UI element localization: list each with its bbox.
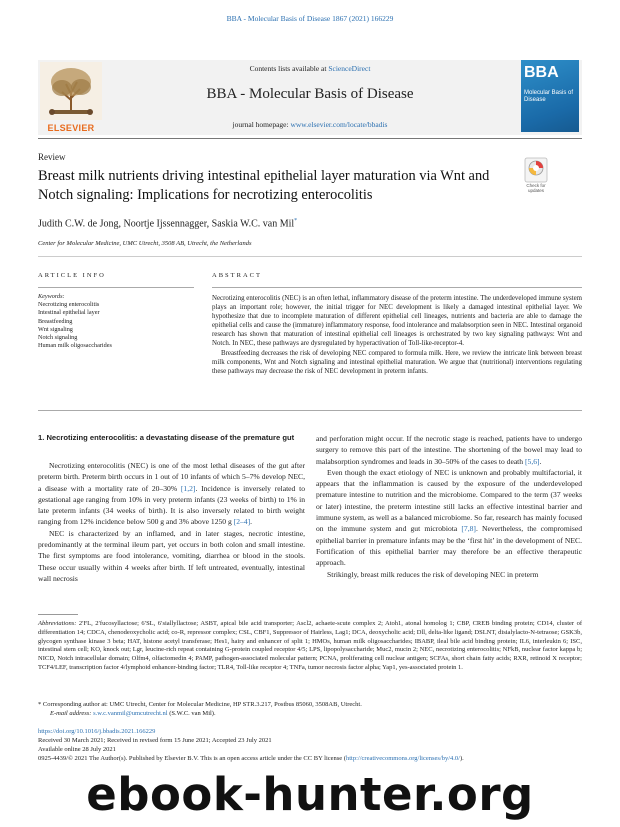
corresponding-author-note: * Corresponding author at: UMC Utrecht, Center for Molecular Medicine, HP STR.3.217, Postbus 85060, 3508AB, Utrecht. [38, 701, 362, 708]
journal-citation-link[interactable]: BBA - Molecular Basis of Disease 1867 (2021) 166229 [226, 14, 394, 23]
abstract-heading: ABSTRACT [212, 272, 262, 279]
body-paragraph [316, 433, 582, 467]
article-type: Review [38, 152, 66, 162]
publisher-name: ELSEVIER [47, 123, 95, 133]
doi-link[interactable]: https://doi.org/10.1016/j.bbadis.2021.166229 [38, 728, 156, 735]
keyword-item: Breastfeeding [38, 317, 73, 325]
homepage-link[interactable]: www.elsevier.com/locate/bbadis [290, 120, 388, 129]
abbreviations-label: Abbreviations: [38, 620, 77, 627]
watermark-text: ebook-hunter.org [86, 768, 534, 821]
citation-link[interactable]: [7,8] [461, 524, 476, 534]
corresponding-marker[interactable]: * [294, 218, 298, 224]
citation-link[interactable]: [2–4] [233, 517, 251, 527]
online-date: Available online 28 July 2021 [38, 746, 116, 753]
header-divider [38, 138, 582, 139]
abstract-paragraph: Breastfeeding decreases the risk of developing NEC compared to formula milk. Here, we review the intricate link between breast milk components, Wnt and Notch signaling and intestinal epithelial maturation. We argue that (nutritional) interventions regulating these pathways may decrease the risk of NEC development in preterm infants. [212, 349, 582, 375]
email-link[interactable]: s.w.c.vanmil@umcutrecht.nl [93, 710, 168, 717]
citation-link[interactable]: [1,2] [180, 483, 196, 493]
license-text-end: ). [459, 755, 464, 762]
contents-prefix: Contents lists available at [249, 64, 327, 73]
article-title: Breast milk nutrients driving intestinal epithelial layer maturation via Wnt and Notch signaling: Implications for necrotizing enterocolitis [38, 168, 490, 203]
sciencedirect-link[interactable]: ScienceDirect [328, 64, 371, 73]
crossmark-icon[interactable] [524, 157, 548, 183]
article-info-heading: ARTICLE INFO [38, 272, 106, 279]
cover-subtitle: Molecular Basis of Disease [524, 90, 574, 103]
elsevier-tree-logo [40, 62, 102, 132]
keywords-label: Keywords: [38, 293, 65, 300]
received-dates: Received 30 March 2021; Received in revised form 15 June 2021; Accepted 23 July 2021 [38, 737, 272, 744]
body-paragraph: Strikingly, breast milk reduces the risk of developing NEC in preterm [327, 569, 539, 579]
authors-text: Judith C.W. de Jong, Noortje Ijssennagger, Saskia W.C. van Mil [38, 218, 295, 230]
body-paragraph: NEC is characterized by an inflamed, and in later stages, necrotic intestine, predominantly at the terminal ileum part, yet occurs in both colon and small intestine. The first symptoms are food intolerance, vomiting, diarrhea or blood in the stools. These occur usually within 4 weeks after birth. If left untreated, eventually, intestinal wall necrosis [38, 528, 305, 583]
abstract-body [212, 294, 582, 376]
keyword-item: Necrotizing enterocolitis [38, 301, 100, 309]
body-text: . Incidence is inversely related to gestational age ranging from 10% in very preterm infants (23 weeks of birth) to 1% in late preterm infants (34 weeks of birth). It is also inversely related to birth weight ranging from 12% incidence below 500 g and 3% above 1250 g [38, 483, 305, 527]
keyword-item: Wnt signaling [38, 325, 73, 333]
body-text: Even though the exact etiology of NEC is unknown and probably multifactorial, it appears that the inflammation is caused by the exposure of the underdeveloped premature intestine to nutrition and the microbiome. Compared to the term (37 weeks or later) intestine, the preterm intestine still lacks an effective intestinal barrier and immune system, as well as a balanced microbiome. So far, research has mainly focused on the immune system and gut microbiota [316, 467, 582, 534]
contents-line [110, 64, 510, 73]
section-heading: 1. Necrotizing enterocolitis: a devastating disease of the premature gut [38, 433, 295, 442]
cover-title: BBA [524, 64, 559, 81]
author-list [38, 218, 297, 229]
keyword-item: Human milk oligosaccharides [38, 342, 112, 350]
body-text: Necrotizing enterocolitis (NEC) is one of the most lethal diseases of the gut after preterm birth. Preterm birth occurs in 1 out of 10 infants of which 5–7% develop NEC, a disease with a mortality rate of 20–30% [38, 461, 305, 493]
email-suffix: (S.W.C. van Mil). [167, 710, 216, 717]
crossmark-label: Check for updates [526, 183, 546, 193]
body-paragraph [38, 460, 305, 528]
license-link[interactable]: http://creativecommons.org/licenses/by/4.0/ [345, 755, 460, 762]
email-label: E-mail address: [50, 710, 92, 717]
body-paragraph [316, 467, 582, 569]
abbreviations-text: 2′FL, 2′fucosyllactose; 6′SL, 6′siallyllactose; ASBT, apical bile acid transporter; Ascl2, achaete-scute complex 2; Atoh1, atonal homolog 1; CBP, CREB binding protein; CD14, cluster of differentiation 14; CDCA, chenodeoxycholic acid; co-R, repressor complex; CSL, CBF1, Suppressor of Hairless, Lag1; DCA, deoxycholic acid; Dll, delta-like ligand; DSLNT, disialylacto-N-tetraose; GSK3b, glycogen synthase kinase 3 beta; HAT, histone acetyl transferase; Hes1, hairy and enhancer of split 1; HMOs, human milk oligosaccharides; IBABP, ileal bile acid binding protein; IL6, interleukin 6; ISC, intestinal stem cell; KO, knock out; Lgr, leucine-rich repeat containing G-protein coupled receptor 4/5; LPS, lipopolysaccharide; Muc2, mucin 2; NEC, necrotizing enterocolitis; NFkB, nuclear factor kappa b; NICD, Notch intracellular domain; Olfm4, olfactomedin 4; PAMP, pathogen-associated molecular pattern; PCNA, proliferating cell nuclear antigen; SCFAs, short chain fatty acids; RXR, retinoid X receptor; TCF4/LEF, transcription factor 4/lymphoid enhancer-binding factor; TLR4, Toll-like receptor 4; TNFa, tumor necrosis factor alpha; Yap1, yes-associated protein 1. [38, 620, 582, 671]
abbreviations-footnote [38, 620, 582, 673]
journal-title: BBA - Molecular Basis of Disease [206, 86, 414, 102]
abstract-paragraph: Necrotizing enterocolitis (NEC) is an often lethal, inflammatory disease of the preterm intestine. The underdeveloped immune system plays an important role; however, the initial trigger for NEC development is likely a damaged intestinal epithelial layer. We hypothesize that due to incomplete maturation of different epithelial cell lineages, nutrients and bacteria are able to damage the epithelial cells and cause the (immature) inflammatory response, food intolerance and malabsorption seen in NEC. Intestinal organoid research has shown that maturation of intestinal epithelial cell lineages is orchestrated by two key signaling pathways: Wnt and Notch. In NEC, these pathways are dysregulated by hyperactivation of Toll-like-receptor-4. [212, 295, 582, 348]
email-line [50, 710, 580, 719]
body-text: . [539, 456, 542, 466]
body-text: . Nevertheless, the compromised epithelial barrier in premature infants may be the ‘first hit’ in the development of NEC. Fortification of this epithelial barrier may therefore be an effective therapeutic approach. [316, 524, 582, 568]
citation-link[interactable]: [5,6] [525, 456, 540, 466]
article-info-rule [38, 287, 194, 288]
homepage-prefix: journal homepage: [232, 120, 289, 129]
body-text: and perforation might occur. If the necrotic stage is reached, patients have to undergo surgery to remove this part of the intestine. The shortening of the bowel may lead to malabsorption syndromes and leads in 30–50% of the cases to death [316, 434, 582, 466]
body-text: . [250, 517, 253, 527]
license-line [38, 755, 582, 762]
keywords-block [38, 293, 194, 350]
journal-homepage-line [110, 120, 510, 129]
footnote-divider [38, 614, 78, 615]
body-column-left [38, 433, 305, 584]
affiliation-divider [38, 256, 582, 257]
keyword-item: Intestinal epithelial layer [38, 309, 100, 317]
body-column-right [316, 433, 582, 580]
keyword-item: Notch signaling [38, 334, 78, 342]
abstract-rule [212, 287, 582, 288]
abstract-divider [38, 410, 582, 411]
license-text: 0925-4439/© 2021 The Author(s). Published by Elsevier B.V. This is an open access article under the CC BY license ( [38, 755, 346, 762]
affiliation: Center for Molecular Medicine, UMC Utrecht, 3508 AB, Utrecht, the Netherlands [38, 240, 252, 247]
